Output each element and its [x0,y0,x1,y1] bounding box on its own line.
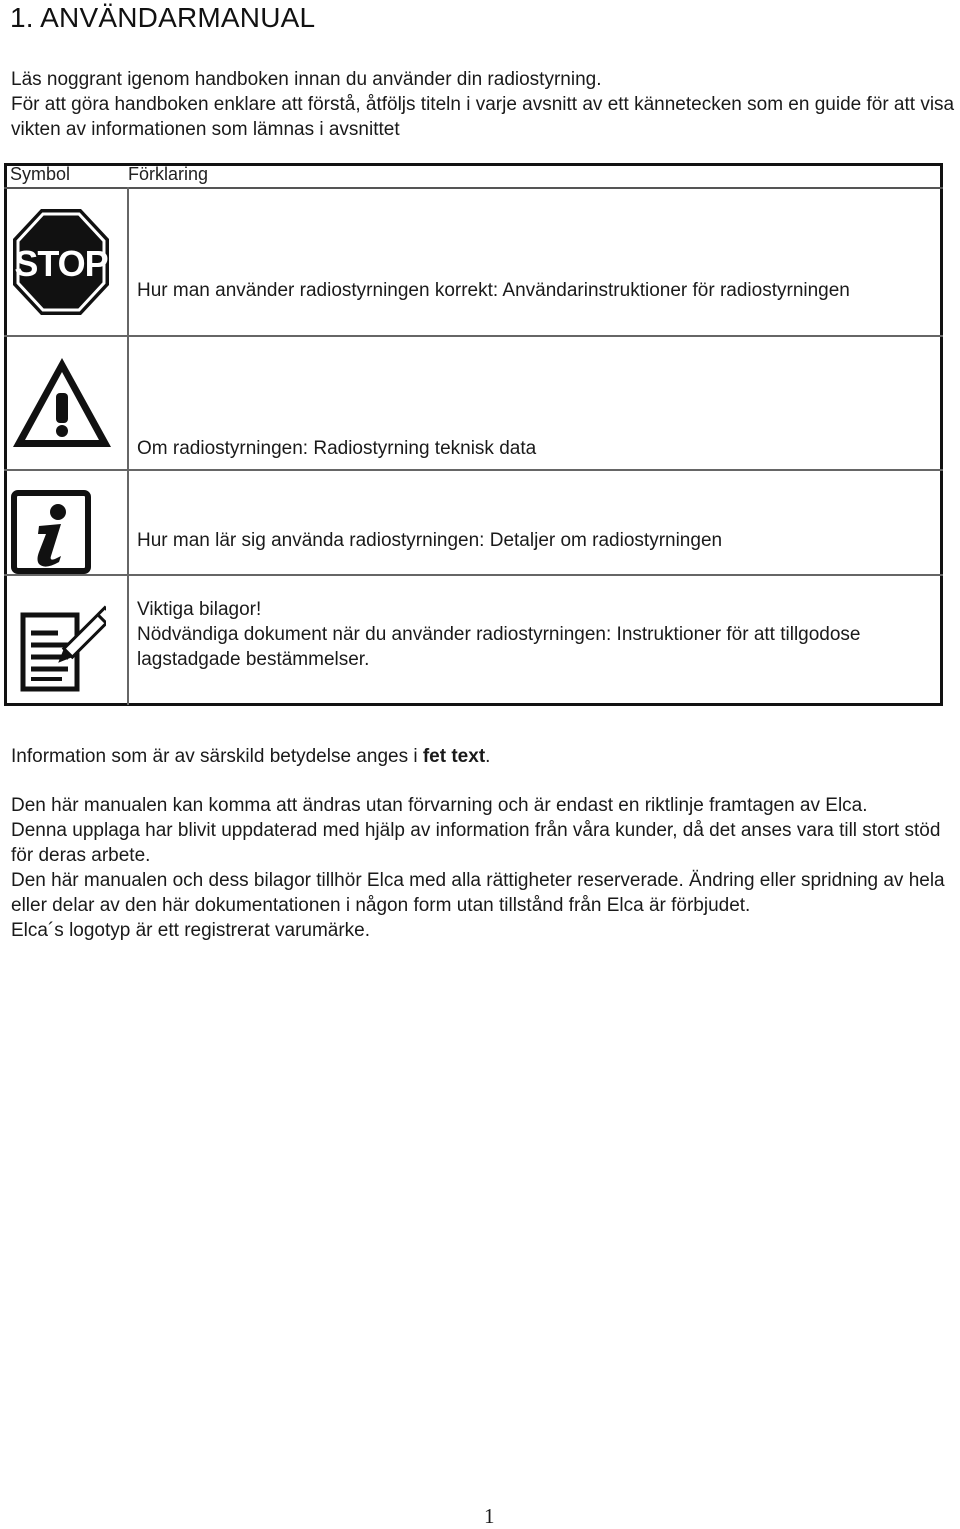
attachments-description: Nödvändiga dokument när du använder radiostyrningen: Instruktioner för att tillgodose lagstadgade bestämmelser. [137,624,861,670]
intro-paragraph [11,67,956,142]
row-text-attachments [137,597,927,672]
trademark-paragraph: Elca´s logotyp är ett registrerat varumärke. [11,920,371,941]
notice-suffix: . [485,746,491,767]
row-text-about: Om radiostyrningen: Radiostyrning teknisk data [137,438,537,459]
disclaimer-block [11,793,956,943]
page-number: 1 [484,1504,495,1528]
warning-triangle-icon [10,355,114,456]
update-paragraph: Denna upplaga har blivit uppdaterad med hjälp av information från våra kunder, då det anses vara till stort stöd för deras arbete. [11,820,941,866]
notice-bold: fet text [422,746,486,767]
stop-sign-icon [11,207,111,322]
intro-line-1: Läs noggrant igenom handboken innan du använder din radiostyrning. [11,69,602,90]
rights-paragraph: Den här manualen och dess bilagor tillhör Elca med alla rättigheter reserverade. Ändring eller spridning av hela eller delar av den här dokumentationen i någon form utan tillstånd från Elca är förbjudet. [11,870,945,916]
column-divider [127,187,129,705]
attachments-title: Viktiga bilagor! [137,599,262,620]
row-divider [4,335,943,337]
page-title: 1. ANVÄNDARMANUAL [10,2,316,33]
column-header-explanation: Förklaring [128,164,209,184]
row-divider [4,574,943,576]
row-divider [4,469,943,471]
notice-prefix: Information som är av särskild betydelse anges i [11,746,423,767]
document-pencil-icon [18,603,106,700]
disclaimer-paragraph: Den här manualen kan komma att ändras utan förvarning och är endast en riktlinje framtagen av Elca. [11,795,868,816]
intro-line-2: För att göra handboken enklare att förstå, åtföljs titeln i varje avsnitt av ett kännetecken som en guide för att visa vikten av informationen som lämnas i avsnittet [11,94,955,140]
svg-text:STOP: STOP [14,243,108,284]
info-icon [11,490,91,579]
row-text-learn: Hur man lär sig använda radiostyrningen: Detaljer om radiostyrningen [137,530,723,551]
bold-notice [11,744,956,769]
header-divider [4,187,943,189]
column-header-symbol: Symbol [10,164,71,184]
row-text-usage: Hur man använder radiostyrningen korrekt: Användarinstruktioner för radiostyrningen [137,280,850,301]
